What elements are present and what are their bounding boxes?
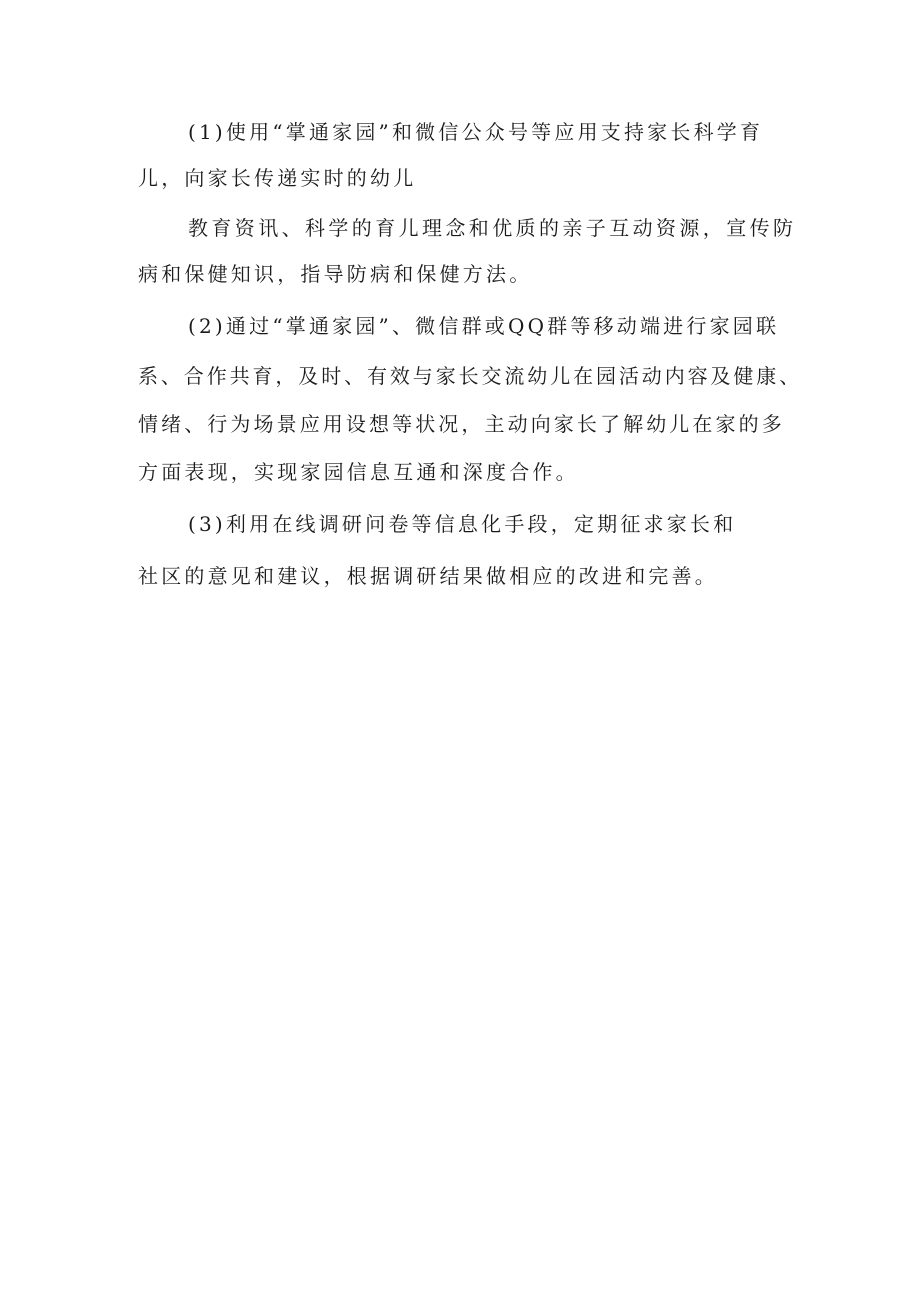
paragraph-2-line-1: 教育资讯、科学的育儿理念和优质的亲子互动资源，宣传防 bbox=[188, 216, 797, 240]
paragraph-4-line-1: (3)利用在线调研问卷等信息化手段，定期征求家长和 bbox=[188, 512, 737, 536]
paragraph-2-line-2: 病和保健知识，指导防病和保健方法。 bbox=[138, 262, 533, 286]
paragraph-3-line-3: 情绪、行为场景应用设想等状况，主动向家长了解幼儿在家的多 bbox=[138, 412, 785, 436]
paragraph-4-line-2: 社区的意见和建议，根据调研结果做相应的改进和完善。 bbox=[138, 564, 718, 588]
paragraph-3-line-4: 方面表现，实现家园信息互通和深度合作。 bbox=[138, 460, 579, 484]
paragraph-1-line-2: 儿，向家长传递实时的幼儿 bbox=[138, 166, 417, 190]
paragraph-3-line-2: 系、合作共育，及时、有效与家长交流幼儿在园活动内容及健康、 bbox=[138, 364, 803, 388]
paragraph-1-line-1: (1)使用“掌通家园”和微信公众号等应用支持家长科学育 bbox=[188, 120, 764, 144]
paragraph-3-line-1: (2)通过“掌通家园”、微信群或QQ群等移动端进行家园联 bbox=[188, 314, 780, 338]
